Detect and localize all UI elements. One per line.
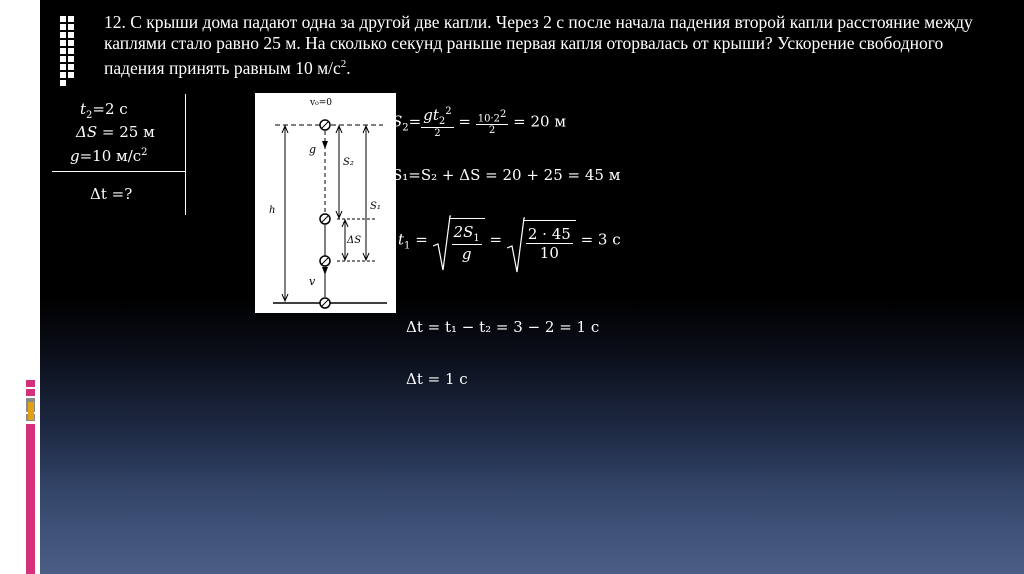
- eq1-num1-exp: 2: [445, 106, 452, 117]
- given-ds: [76, 123, 155, 141]
- problem-text: 12. С крыши дома падают одна за другой две капли. Через 2 с после начала падения второй капли расстояние между каплями стало равно 25 м. На сколько секунд раньше первая капля оторвалась от крыши? Ускорение свободного падения принять равным 10 м/с: [104, 12, 973, 78]
- ds-label: ΔS: [347, 235, 362, 246]
- eq3-num1: 2S: [453, 223, 474, 241]
- given-ds-value: = 25 м: [97, 123, 155, 141]
- eq1-lhs-sub: 2: [402, 122, 409, 134]
- eq1-equals: =: [408, 112, 422, 131]
- given-g-exp: 2: [141, 147, 148, 158]
- h-label: h: [269, 205, 276, 216]
- eq3-num1-sub: 1: [473, 233, 480, 244]
- answer-delta-t: Δt = 1 с: [406, 370, 468, 388]
- given-ds-var: ΔS: [76, 123, 98, 141]
- eq1-den2: 2: [488, 125, 496, 137]
- eq3-den2: 10: [539, 243, 559, 262]
- given-t2: [80, 100, 128, 121]
- v0-label: v₀=0: [310, 98, 332, 108]
- sqrt-sign-1: [433, 214, 451, 272]
- equation-delta-t: Δt = t₁ − t₂ = 3 − 2 = 1 с: [406, 318, 600, 336]
- deco-bar-yellow: [28, 402, 34, 420]
- given-t2-var: t: [80, 100, 87, 118]
- given-g: [70, 147, 148, 165]
- eq1-fraction-1: [421, 106, 453, 139]
- eq3-lhs: t: [398, 230, 405, 249]
- problem-statement: [104, 12, 1004, 79]
- eq1-result: = 20 м: [508, 112, 567, 131]
- eq1-num2-exp: 2: [500, 108, 507, 120]
- given-t2-sub: 2: [86, 110, 93, 121]
- falling-drops-diagram: [255, 93, 396, 313]
- g-label: g: [309, 143, 317, 156]
- v-label: v: [309, 275, 316, 288]
- eq3-result: = 3 с: [580, 230, 621, 249]
- eq1-fraction-2: [476, 109, 509, 136]
- equation-s1: S₁=S₂ + ΔS = 20 + 25 = 45 м: [392, 166, 621, 184]
- sqrt-sign-2: [507, 216, 525, 274]
- given-t2-value: =2 с: [92, 100, 128, 118]
- given-g-var: g: [70, 147, 80, 165]
- problem-end: .: [346, 57, 351, 78]
- eq1-num2: 10·2: [477, 113, 500, 125]
- deco-bar-pink-top: [26, 380, 35, 387]
- eq1-lhs: S: [392, 112, 403, 131]
- problem-exponent: 2: [340, 58, 347, 70]
- eq1-den1: 2: [434, 128, 441, 139]
- eq1-num1: gt: [423, 106, 439, 124]
- eq3-radical-2: [507, 220, 576, 262]
- equation-t1: $t_1$ = $\frac{2S_1}{g}$ = $\frac{2 \cdot 45}{10}$ = 3 с: [398, 218, 621, 278]
- given-g-value: =10 м/с: [79, 147, 142, 165]
- eq3-lhs-sub: 1: [404, 240, 411, 252]
- eq3-den1: g: [461, 245, 472, 263]
- diagram-svg: [255, 93, 396, 313]
- given-divider: [52, 171, 186, 172]
- eq3-num2: 2 · 45: [527, 224, 571, 243]
- eq1-num1-sub: 2: [438, 116, 446, 127]
- deco-bar-pink-long: [26, 424, 35, 574]
- given-find: Δt =?: [90, 185, 133, 203]
- given-vertical-line: [185, 94, 186, 215]
- slide: [40, 0, 1024, 574]
- deco-bar-pink-2: [26, 389, 35, 396]
- s2-label: S₂: [343, 157, 354, 168]
- s1-label: S₁: [370, 201, 381, 212]
- eq3-radical-1: [433, 218, 485, 263]
- equation-s2: $S_2=$ $\frac{gt_2^2}{2}$ = $\frac{10\cdot 2^2}{2}$ = 20 м: [392, 106, 567, 139]
